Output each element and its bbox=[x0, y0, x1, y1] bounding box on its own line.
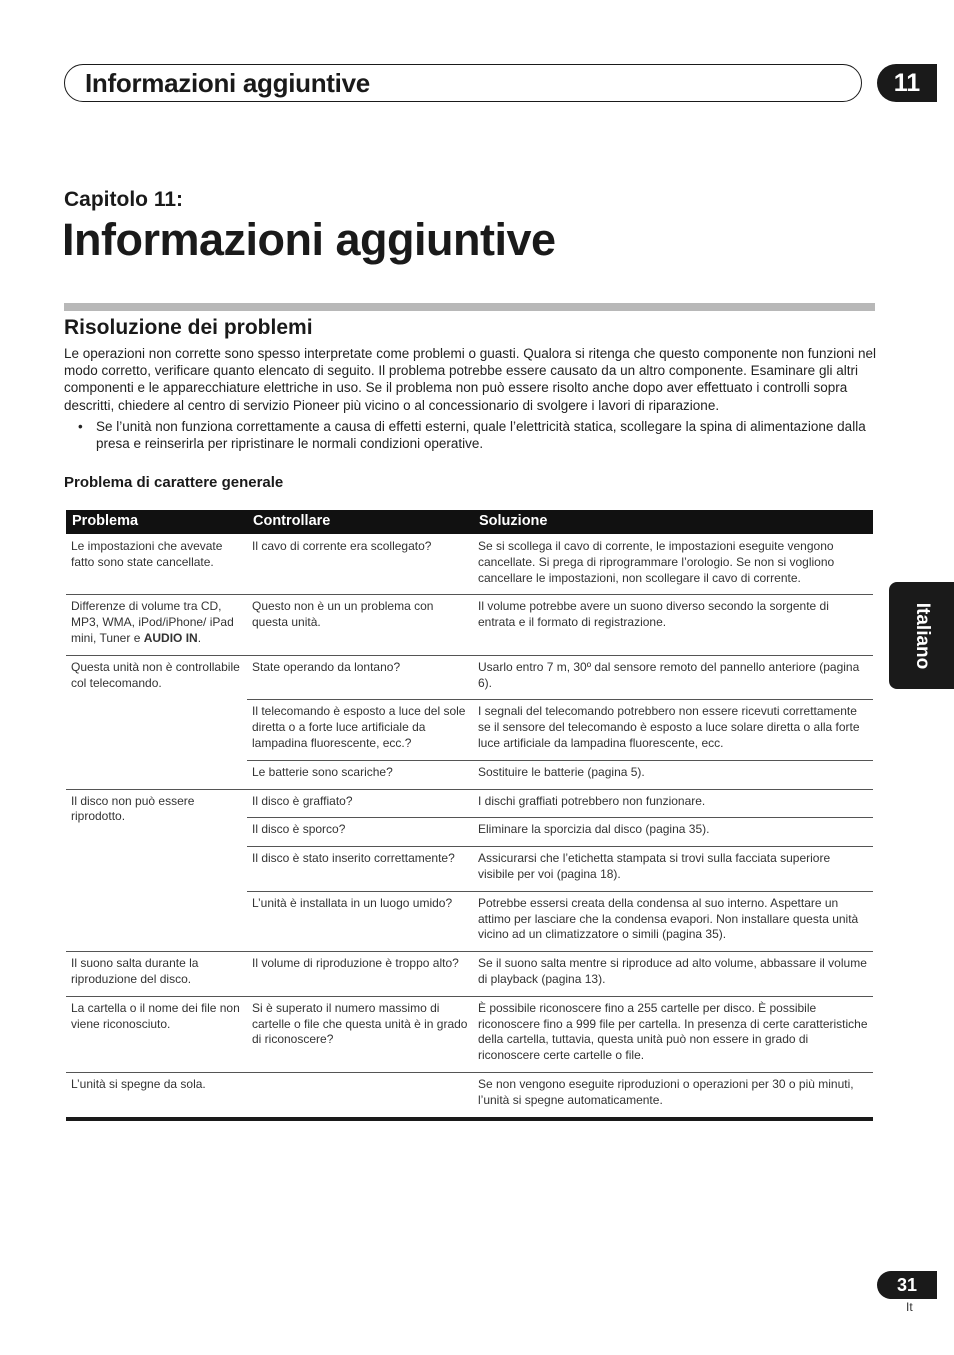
running-header-title: Informazioni aggiuntive bbox=[85, 68, 370, 98]
problem-text: Differenze di volume tra CD, MP3, WMA, iPod/iPhone/ iPad mini, Tuner e bbox=[71, 599, 234, 645]
chapter-number-badge: 11 bbox=[877, 64, 937, 102]
check-cell: Il volume di riproduzione è troppo alto? bbox=[247, 952, 473, 997]
solution-cell: Usarlo entro 7 m, 30º dal sensore remoto del pannello anteriore (pagina 6). bbox=[473, 655, 873, 700]
page-number: 31 bbox=[877, 1271, 937, 1299]
table-header-row bbox=[66, 510, 873, 534]
language-label: Italiano bbox=[911, 602, 933, 669]
intro-text-block bbox=[64, 345, 876, 452]
solution-cell: Se non vengono eseguite riproduzioni o operazioni per 30 o più minuti, l’unità si spegne automaticamente. bbox=[473, 1072, 873, 1118]
problem-cell: Il suono salta durante la riproduzione del disco. bbox=[66, 952, 247, 997]
chapter-title: Informazioni aggiuntive bbox=[62, 214, 556, 265]
intro-paragraph: Le operazioni non corrette sono spesso interpretate come problemi o guasti. Qualora si ritenga che questo componente non funzioni nel modo corretto, verificare quanto elencato di seguito. Il problema potrebbe essere causato da un altro componente. Esaminare gli altri componenti e le apparecchiature elettriche in uso. Se il problema non può essere risolto anche dopo aver effettuato i controlli sopra descritti, chiedere al centro di servizio Pioneer più vicino o al concessionario di svolgere i lavori di riparazione. bbox=[64, 346, 876, 413]
header-solution: Soluzione bbox=[473, 510, 873, 534]
bullet-marker: • bbox=[78, 418, 83, 434]
header-problem: Problema bbox=[66, 510, 247, 534]
check-cell: Il cavo di corrente era scollegato? bbox=[252, 539, 432, 553]
chapter-label: Capitolo 11: bbox=[64, 188, 184, 211]
problem-cell: L’unità si spegne da sola. bbox=[66, 1072, 247, 1118]
check-cell bbox=[247, 1072, 473, 1118]
table-row bbox=[66, 1072, 873, 1118]
problem-cell bbox=[66, 595, 247, 655]
check-cell: Il disco è sporco? bbox=[247, 818, 473, 847]
solution-cell: Se il suono salta mentre si riproduce ad alto volume, abbassare il volume di playback (pagina 13). bbox=[473, 952, 873, 997]
language-code: It bbox=[906, 1300, 913, 1314]
problem-cell: Questa unità non è controllabile col telecomando. bbox=[66, 655, 247, 789]
problem-cell: Il disco non può essere riprodotto. bbox=[66, 789, 247, 952]
language-side-tab bbox=[889, 582, 954, 689]
table-row bbox=[66, 996, 873, 1072]
problem-cell: La cartella o il nome dei file non viene riconosciuto. bbox=[66, 996, 247, 1072]
check-cell: L’unità è installata in un luogo umido? bbox=[247, 891, 473, 951]
solution-cell: Assicurarsi che l’etichetta stampata si trovi sulla facciata superiore visibile per voi (pagina 18). bbox=[473, 847, 873, 892]
table-row bbox=[66, 534, 873, 595]
check-cell: Il telecomando è esposto a luce del sole diretta o a forte luce artificiale da lampadina fluorescente, ecc.? bbox=[247, 700, 473, 760]
solution-cell: Sostituire le batterie (pagina 5). bbox=[473, 760, 873, 789]
solution-cell: Eliminare la sporcizia dal disco (pagina 35). bbox=[473, 818, 873, 847]
solution-cell: Il volume potrebbe avere un suono diverso secondo la sorgente di entrata e il formato di registrazione. bbox=[473, 595, 873, 655]
subsection-title: Problema di carattere generale bbox=[64, 474, 284, 491]
section-title: Risoluzione dei problemi bbox=[64, 316, 313, 339]
table-row bbox=[66, 595, 873, 655]
header-check: Controllare bbox=[247, 510, 473, 534]
troubleshooting-table bbox=[66, 510, 873, 1121]
section-divider bbox=[64, 303, 875, 311]
running-header bbox=[64, 64, 862, 102]
table-row bbox=[66, 952, 873, 997]
solution-cell: Potrebbe essersi creata della condensa al suo interno. Aspettare un attimo per lasciare che la condensa evapori. Non installare questa unità vicino ad un climatizzatore o simili (pagina 35). bbox=[473, 891, 873, 951]
problem-cell: Le impostazioni che avevate fatto sono state cancellate. bbox=[71, 539, 223, 569]
solution-cell: I segnali del telecomando potrebbero non essere ricevuti correttamente se il sensore del telecomando è esposto a luce solare diretta o alla forte luce artificiale da lampadina fluorescente, ecc. bbox=[473, 700, 873, 760]
check-cell: Il disco è graffiato? bbox=[247, 789, 473, 818]
check-cell: Le batterie sono scariche? bbox=[247, 760, 473, 789]
check-cell: State operando da lontano? bbox=[247, 655, 473, 700]
check-cell: Si è superato il numero massimo di cartelle o file che questa unità è in grado di riconoscere? bbox=[247, 996, 473, 1072]
solution-cell: I dischi graffiati potrebbero non funzionare. bbox=[473, 789, 873, 818]
problem-text-end: . bbox=[197, 630, 202, 645]
solution-cell: Se si scollega il cavo di corrente, le impostazioni eseguite vengono cancellate. Si prega di riprogrammare l’orologio. Se non si vogliono cancellare le impostazioni, non scollegare il cavo di corrente. bbox=[478, 539, 835, 585]
table-row bbox=[66, 655, 873, 700]
check-cell: Il disco è stato inserito correttamente? bbox=[247, 847, 473, 892]
table-row bbox=[66, 789, 873, 818]
bullet-text: Se l’unità non funziona correttamente a causa di effetti esterni, quale l’elettricità statica, scollegare la spina di alimentazione dalla presa e reinserirla per ripristinare le normali condizioni operative. bbox=[96, 418, 866, 452]
bullet-item bbox=[64, 418, 876, 452]
audio-in-label: AUDIO IN bbox=[143, 630, 198, 645]
check-cell: Questo non è un un problema con questa unità. bbox=[247, 595, 473, 655]
solution-cell: È possibile riconoscere fino a 255 cartelle per disco. È possibile riconoscere fino a 999 file per cartella. In presenza di certe caratteristiche della cartella, tuttavia, questa unità può non essere in grado di riconoscere certe cartelle o file. bbox=[473, 996, 873, 1072]
